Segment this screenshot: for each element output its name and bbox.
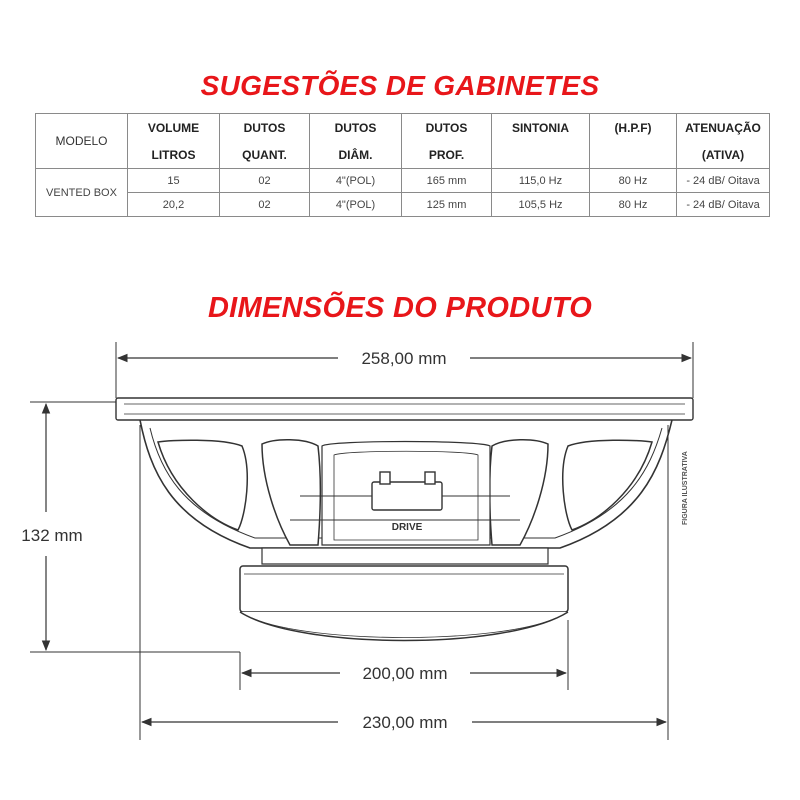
back-plate xyxy=(262,548,548,564)
brand-mark: DRIVE xyxy=(391,522,423,533)
speaker-drawing xyxy=(116,398,693,641)
cell-hpf: 80 Hz xyxy=(590,193,677,217)
cell-attenuation: - 24 dB/ Oitava xyxy=(677,193,770,217)
header-attenuation-unit: (ATIVA) xyxy=(677,141,770,169)
overall-width-dimension xyxy=(116,342,693,398)
basket-window xyxy=(158,440,247,530)
figure-note: FIGURA ILUSTRATIVA xyxy=(682,451,689,525)
terminal-post xyxy=(380,472,390,484)
header-volume-unit: LITROS xyxy=(128,141,220,169)
header-ducts-depth-unit: PROF. xyxy=(402,141,492,169)
header-attenuation: ATENUAÇÃO xyxy=(677,114,770,142)
cell-tuning: 105,5 Hz xyxy=(492,193,590,217)
cell-attenuation: - 24 dB/ Oitava xyxy=(677,169,770,193)
basket-window xyxy=(262,440,320,545)
cell-depth: 165 mm xyxy=(402,169,492,193)
mounting-flange xyxy=(116,398,693,420)
cell-volume: 20,2 xyxy=(128,193,220,217)
header-ducts-qty-unit: QUANT. xyxy=(220,141,310,169)
magnet-diameter-label: 200,00 mm xyxy=(362,664,448,683)
header-ducts-diam: DUTOS xyxy=(310,114,402,142)
cell-qty: 02 xyxy=(220,193,310,217)
cell-diam: 4"(POL) xyxy=(310,193,402,217)
terminal-post xyxy=(425,472,435,484)
model-name: VENTED BOX xyxy=(36,169,128,217)
cell-hpf: 80 Hz xyxy=(590,169,677,193)
magnet-bottom xyxy=(240,612,568,641)
cell-depth: 125 mm xyxy=(402,193,492,217)
overall-width-label: 258,00 mm xyxy=(361,349,447,368)
header-ducts-qty: DUTOS xyxy=(220,114,310,142)
height-label: 132 mm xyxy=(21,526,83,545)
header-ducts-diam-unit: DIÂM. xyxy=(310,141,402,169)
magnet xyxy=(240,566,568,612)
mount-diameter-label: 230,00 mm xyxy=(362,713,448,732)
cell-volume: 15 xyxy=(128,169,220,193)
header-ducts-depth: DUTOS xyxy=(402,114,492,142)
terminal-block xyxy=(372,482,442,510)
basket-window xyxy=(563,440,652,530)
cell-qty: 02 xyxy=(220,169,310,193)
cell-diam: 4"(POL) xyxy=(310,169,402,193)
cell-tuning: 115,0 Hz xyxy=(492,169,590,193)
header-model: MODELO xyxy=(36,114,128,169)
header-tuning: SINTONIA xyxy=(492,114,590,142)
basket-window xyxy=(490,440,548,545)
product-dimensions-title: DIMENSÕES DO PRODUTO xyxy=(207,292,593,324)
header-hpf: (H.P.F) xyxy=(590,114,677,142)
cabinet-suggestions-title: SUGESTÕES DE GABINETES xyxy=(200,70,600,101)
header-volume: VOLUME xyxy=(128,114,220,142)
